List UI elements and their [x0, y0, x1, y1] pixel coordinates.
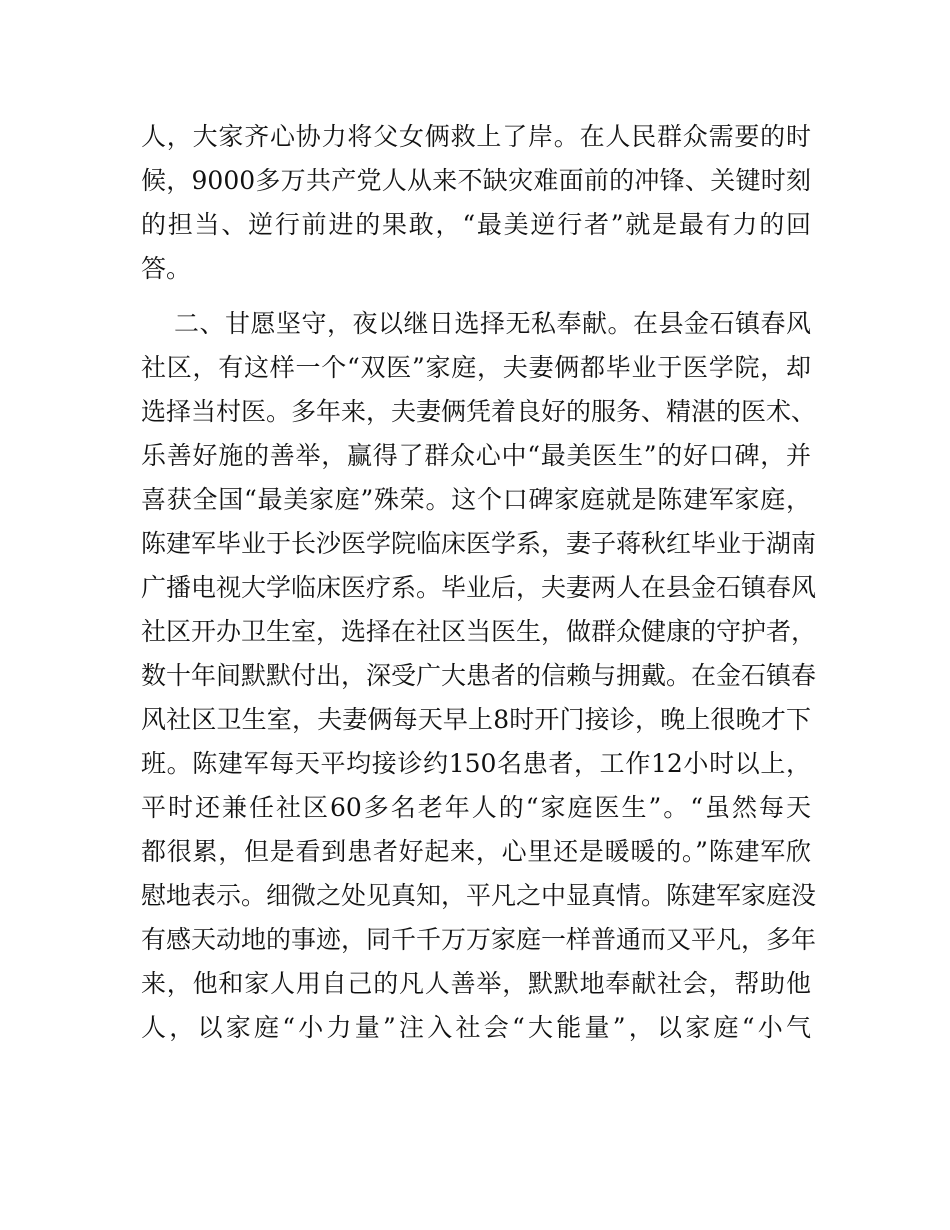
- paragraph-1-line-1: 人，大家齐心协力将父女俩救上了岸。在人民群众需要的时: [141, 122, 811, 151]
- paragraph-2-line-11: 班。陈建军每天平均接诊约150名患者，工作12小时以上，: [141, 749, 811, 778]
- paragraph-2-line-15: 有感天动地的事迹，同千千万万家庭一样普通而又平凡，多年: [141, 925, 817, 954]
- paragraph-2-line-4: 乐善好施的善举，赢得了群众心中“最美医生”的好口碑，并: [141, 441, 811, 470]
- paragraph-1-line-2: 候，9000多万共产党人从来不缺灾难面前的冲锋、关键时刻: [141, 166, 811, 195]
- paragraph-2-line-16: 来，他和家人用自己的凡人善举，默默地奉献社会，帮助他: [141, 969, 811, 998]
- paragraph-2-line-1: 二、甘愿坚守，夜以继日选择无私奉献。在县金石镇春风: [174, 309, 811, 338]
- paragraph-2-line-7: 广播电视大学临床医疗系。毕业后，夫妻两人在县金石镇春风: [141, 573, 817, 602]
- paragraph-2-line-14: 慰地表示。细微之处见真知，平凡之中显真情。陈建军家庭没: [141, 881, 817, 910]
- paragraph-1-line-4: 答。: [141, 254, 192, 283]
- paragraph-2-line-13: 都很累，但是看到患者好起来，心里还是暖暖的。”陈建军欣: [141, 837, 811, 866]
- paragraph-1-line-3: 的担当、逆行前进的果敢，“最美逆行者”就是最有力的回: [141, 210, 811, 239]
- paragraph-2-line-3: 选择当村医。多年来，夫妻俩凭着良好的服务、精湛的医术、: [141, 397, 817, 426]
- paragraph-2-line-17: 人，以家庭“小力量”注入社会“大能量”，以家庭“小气: [141, 1013, 811, 1042]
- paragraph-2-line-12: 平时还兼任社区60多名老年人的“家庭医生”。“虽然每天: [141, 793, 811, 822]
- paragraph-2-line-2: 社区，有这样一个“双医”家庭，夫妻俩都毕业于医学院，却: [141, 353, 811, 382]
- paragraph-2-line-9: 数十年间默默付出，深受广大患者的信赖与拥戴。在金石镇春: [141, 661, 817, 690]
- paragraph-2-line-10: 风社区卫生室，夫妻俩每天早上8时开门接诊，晚上很晚才下: [141, 705, 811, 734]
- paragraph-2-line-6: 陈建军毕业于长沙医学院临床医学系，妻子蒋秋红毕业于湖南: [141, 529, 817, 558]
- paragraph-2-line-8: 社区开办卫生室，选择在社区当医生，做群众健康的守护者，: [141, 617, 817, 646]
- paragraph-2-line-5: 喜获全国“最美家庭”殊荣。这个口碑家庭就是陈建军家庭，: [141, 485, 811, 514]
